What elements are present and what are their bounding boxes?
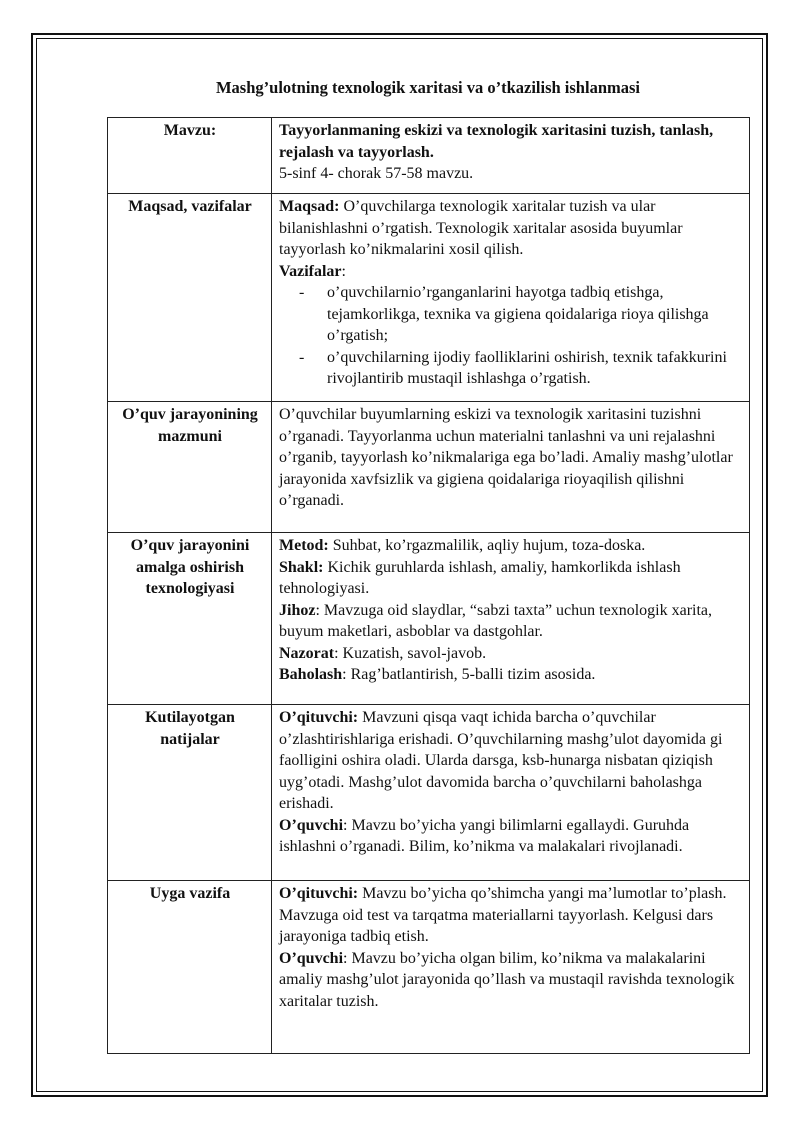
goals-cell [272,194,750,402]
form-label: Shakl: [279,558,324,576]
results-student-text: : Mavzu bo’yicha yangi bilimlarni egallaydi. Guruhda ishlashni o’rganadi. Bilim, ko’nikma va malakalari rivojlanadi. [279,816,690,855]
equipment-label: Jihoz [279,601,316,619]
method-label: Metod: [279,537,329,554]
table-row-goals [108,194,750,402]
method-text: Suhbat, ko’rgazmalilik, aqliy hujum, toza-doska. [328,537,646,554]
goal-text: O’quvchilarga texnologik xaritalar tuzish va ular bilanishlashni o’rgatish. Texnologik xaritalar asosida buyumlar tayyorlash ko’nikmalarini xosil qilish. [279,198,683,258]
results-cell [272,705,750,881]
results-label: Kutilayotgan natijalar [108,705,272,881]
lesson-plan-table [107,117,750,1054]
table-row-topic [108,118,750,194]
table-row-homework [108,881,750,1054]
topic-cell [272,118,750,194]
topic-title: Tayyorlanmaning eskizi va texnologik xaritasini tuzish, tanlash, rejalash va tayyorlash. [279,122,714,161]
technology-cell [272,533,750,705]
results-teacher-text: Mavzuni qisqa vaqt ichida barcha o’quvchilar o’zlashtirishlariga erishadi. O’quvchilarning mashg’ulot dayomida gi faolligini oshira oladi. Ularda darsga, ksb-hunarga nisbatan qiziqish uyg’otadi. Mashg’ulot davomida barcha o’quvchilarni baholashga erishadi. [279,709,723,812]
equipment-text: : Mavzuga oid slaydlar, “sabzi taxta” uchun texnologik xarita, buyum maketlari, asboblar va dastgohlar. [279,601,713,640]
results-student [279,815,743,858]
table-row-content [108,402,750,533]
form-line [279,557,743,600]
homework-teacher-label: O’qituvchi: [279,885,359,902]
assessment-text: : Rag’batlantirish, 5-balli tizim asosida. [342,666,596,683]
content-text: O’quvchilar buyumlarning eskizi va texnologik xaritasini tuzishni o’rganadi. Tayyorlanma uchun materialni tanlashni va uni rejalashni o’rganib, tayyorlash ko’nikmalariga ega bo’ladi. Amaliy mashg’ulotlar jarayonida xavfsizlik va gigiena qoidalariga rioyaqilish qilishni o’rganadi. [272,402,750,533]
tasks-label: Vazifalar [279,262,342,280]
control-text: : Kuzatish, savol-javob. [334,644,487,662]
homework-teacher [279,883,743,948]
topic-label: Mavzu: [108,118,272,194]
goal-label: Maqsad: [279,198,340,215]
homework-student [279,948,743,1013]
task-item: - o’quvchilarning ijodiy faolliklarini oshirish, texnik tafakkurini rivojlantirib mustaqil ishlashga o’rgatish. [299,347,743,390]
table-row-results [108,705,750,881]
control-label: Nazorat [279,644,335,662]
homework-teacher-text: Mavzu bo’yicha qo’shimcha yangi ma’lumotlar to’plash. Mavzuga oid test va tarqatma materiallarni tayyorlash. Kelgusi dars jarayoniga tadbiq etish. [279,885,727,945]
homework-student-label: O’quvchi [279,949,344,967]
assessment-line [279,664,743,686]
homework-cell [272,881,750,1054]
assessment-label: Baholash [279,666,343,683]
control-line [279,643,743,665]
homework-student-text: : Mavzu bo’yicha olgan bilim, ko’nikma va malakalarini amaliy mashg’ulot jarayonida qo’llash va mustaqil ravishda texnologik xaritalar tuzish. [279,949,735,1010]
goals-label: Maqsad, vazifalar [108,194,272,402]
table-row-technology [108,533,750,705]
document-title: Mashg’ulotning texnologik xaritasi va o’tkazilish ishlanmasi [215,78,640,97]
tasks-colon: : [341,262,346,280]
tasks-heading [279,261,743,283]
goal-paragraph [279,196,743,261]
homework-label: Uyga vazifa [108,881,272,1054]
results-teacher [279,707,743,815]
topic-details: 5-sinf 4- chorak 57-58 mavzu. [279,165,474,182]
form-text: Kichik guruhlarda ishlash, amaliy, hamkorlikda ishlash tehnologiyasi. [279,558,681,597]
equipment-line [279,600,743,643]
method-line [279,535,743,557]
technology-label: O’quv jarayonini amalga oshirish texnologiyasi [108,533,272,705]
task-item: - o’quvchilarnio’rganganlarini hayotga tadbiq etishga, tejamkorlikga, texnika va gigiena qoidalariga rioya qilishga o’rgatish; [299,282,743,347]
results-student-label: O’quvchi [279,816,344,834]
results-teacher-label: O’qituvchi: [279,709,359,726]
tasks-list [279,282,743,390]
content-label: O’quv jarayonining mazmuni [108,402,272,533]
